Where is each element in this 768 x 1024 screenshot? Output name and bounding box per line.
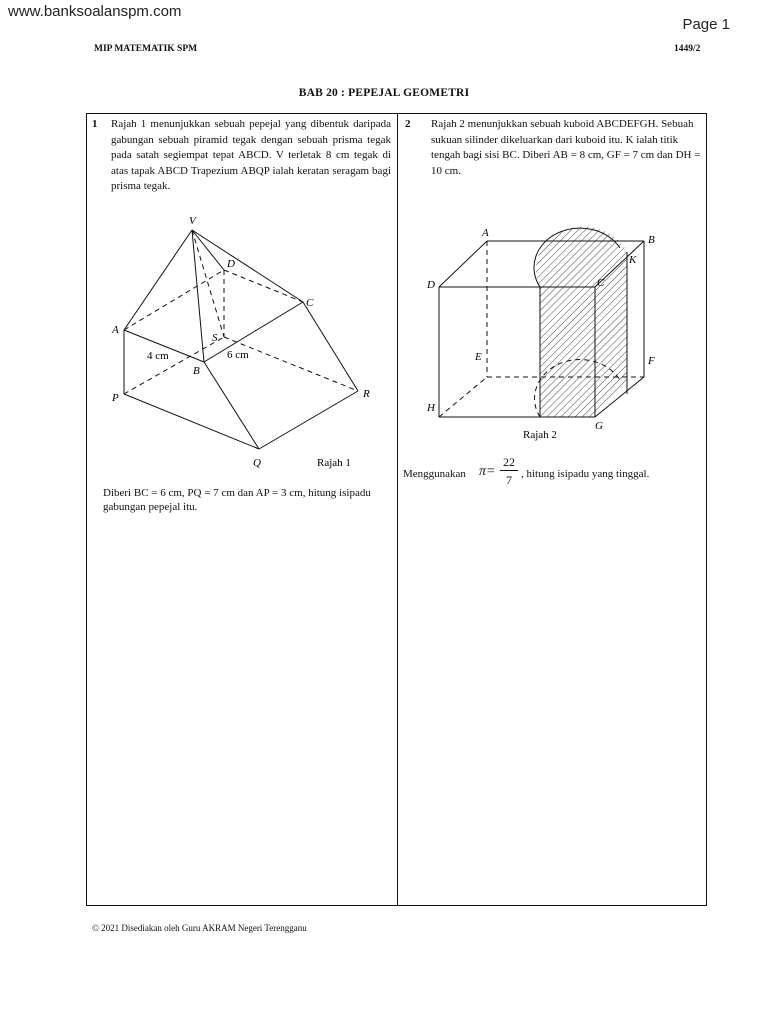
question-2-formula: [397, 114, 708, 514]
label-a: A: [112, 324, 119, 336]
question-1-given: Diberi BC = 6 cm, PQ = 7 cm dan AP = 3 cm, hitung isipadu gabungan pepejal itu.: [103, 487, 371, 513]
subject-header: MIP MATEMATIK SPM: [94, 44, 198, 54]
fraction-numerator: 22: [500, 454, 518, 471]
fraction-22-7: [500, 454, 518, 489]
label-c: C: [597, 277, 605, 289]
label-h: H: [427, 402, 435, 414]
question-1-text: Rajah 1 menunjukkan sebuah pepejal yang dibentuk daripada gabungan sebuah piramid tegak dengan sebuah prisma tegak pada satah segiempat tepat ABCD. V terletak 8 cm tegak di atas tapak ABCD Trapezium ABQP ialah keratan seragam bagi prisma tegak.: [111, 118, 391, 192]
fraction-denominator: 7: [506, 473, 512, 487]
rajah-2-caption: Rajah 2: [523, 429, 557, 441]
website-url: www.banksoalanspm.com: [8, 3, 182, 20]
label-q: Q: [253, 457, 261, 469]
label-b: B: [193, 365, 200, 377]
rajah-1-caption: Rajah 1: [317, 457, 351, 469]
question-table: [86, 113, 707, 906]
instruction-text: , hitung isipadu yang tinggal.: [521, 468, 650, 480]
label-a: A: [482, 227, 489, 239]
rajah-1-diagram: [107, 214, 370, 474]
label-r: R: [363, 388, 370, 400]
question-2-number: 2: [405, 118, 411, 130]
label-p: P: [112, 392, 119, 404]
dimension-4cm: 4 cm: [147, 350, 169, 362]
question-2-text: Rajah 2 menunjukkan sebuah kuboid ABCDEFGH. Sebuah sukuan silinder dikeluarkan dari kuboid itu. K ialah titik tengah bagi sisi BC. Diberi AB = 8 cm, GF = 7 cm dan DH = 10 cm.: [431, 118, 701, 177]
menggunakan-text: Menggunakan: [403, 468, 466, 480]
label-s: S: [212, 332, 218, 344]
question-1-number: 1: [92, 118, 98, 130]
paper-code: 1449/2: [674, 44, 701, 54]
label-b: B: [648, 234, 655, 246]
label-k: K: [629, 254, 637, 266]
pi-symbol: π=: [479, 464, 496, 479]
chapter-title: BAB 20 : PEPEJAL GEOMETRI: [298, 87, 470, 99]
label-c: C: [306, 297, 314, 309]
label-d: D: [227, 258, 235, 270]
page-number: Page 1: [682, 16, 730, 33]
label-e: E: [475, 351, 482, 363]
label-g: G: [595, 420, 603, 432]
dimension-6cm: 6 cm: [227, 349, 249, 361]
footer-copyright: © 2021 Disediakan oleh Guru AKRAM Negeri Terengganu: [92, 923, 307, 933]
label-f: F: [648, 355, 655, 367]
label-v: V: [189, 215, 196, 227]
label-d: D: [427, 279, 435, 291]
